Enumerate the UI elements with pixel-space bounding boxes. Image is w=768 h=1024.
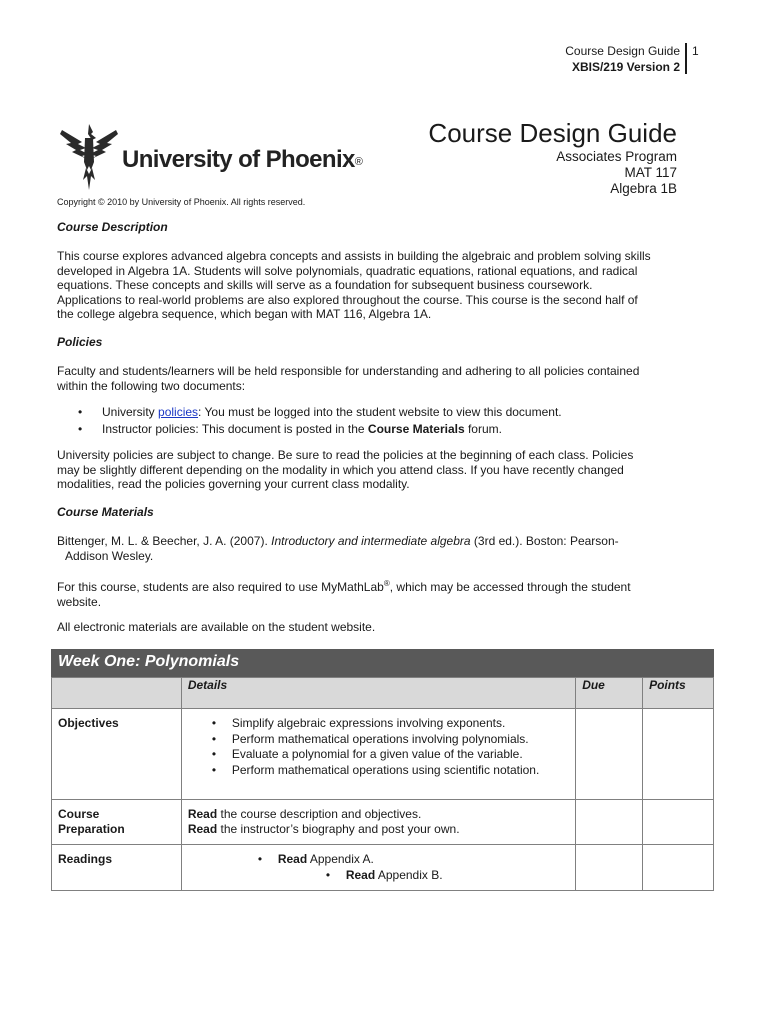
citation-line-2: Addison Wesley.	[65, 548, 154, 563]
citation-line	[57, 534, 677, 549]
bullet-suffix: forum.	[464, 422, 502, 436]
citation-authors: Bittenger, M. L. & Beecher, J. A. (2007).	[57, 534, 272, 548]
phoenix-logo-icon	[58, 122, 120, 192]
list-item: • Evaluate a polynomial for a given value of the variable.	[188, 747, 569, 763]
logo-wordmark	[122, 146, 362, 174]
bullet-icon: •	[78, 422, 83, 436]
policies-heading: Policies	[57, 335, 103, 349]
preparation-text: the instructor’s biography and post your own.	[217, 821, 460, 836]
preparation-text: the course description and objectives.	[217, 807, 422, 821]
table-row-objectives	[52, 709, 714, 800]
text-line: Faculty and students/learners will be held responsible for understanding and adhering to all policies contained	[57, 364, 640, 378]
header-cell-due: Due	[576, 678, 643, 709]
text-line: website.	[57, 594, 102, 609]
policy-bullet-instructor	[102, 422, 502, 436]
page-number: 1	[692, 44, 699, 58]
running-header-title: Course Design Guide	[565, 44, 680, 58]
bullet-icon: •	[325, 867, 331, 882]
label-line: Course	[58, 807, 100, 821]
mymathlab-suffix: , which may be accessed through the student	[389, 580, 631, 594]
course-description-text	[57, 249, 677, 322]
document-title: Course Design Guide	[428, 118, 677, 148]
reading-text: Appendix B.	[375, 867, 443, 882]
label-line: Preparation	[58, 821, 125, 836]
table-row-readings	[52, 845, 714, 891]
objectives-list	[188, 716, 569, 778]
course-preparation-label	[52, 800, 182, 845]
course-code: MAT 117	[624, 165, 677, 180]
bullet-prefix: Instructor policies: This document is posted in the	[102, 422, 368, 436]
objectives-details	[181, 709, 575, 800]
text-line: equations. These concepts and skills will serve as a foundation for subsequent business coursework.	[57, 278, 593, 292]
text-line: the college algebra sequence, which began with MAT 116, Algebra 1A.	[57, 307, 432, 321]
list-item: • Perform mathematical operations involving polynomials.	[188, 732, 569, 748]
copyright-notice: Copyright © 2010 by University of Phoenix. All rights reserved.	[57, 197, 306, 207]
read-label: Read	[187, 821, 218, 836]
logo-wordmark-text: University of Phoenix	[122, 146, 355, 173]
table-row-course-preparation	[52, 800, 714, 845]
header-cell-details: Details	[181, 678, 575, 709]
read-label: Read	[345, 867, 376, 882]
course-description-heading: Course Description	[57, 220, 168, 234]
course-name: Algebra 1B	[610, 181, 677, 196]
text-line: This course explores advanced algebra concepts and assists in building the algebraic and problem solving skills	[57, 249, 651, 263]
course-materials-forum-name: Course Materials	[367, 422, 465, 436]
list-item: • Perform mathematical operations using scientific notation.	[188, 763, 569, 779]
textbook-citation	[57, 534, 677, 563]
text-line: modalities, read the policies governing your current class modality.	[57, 477, 410, 491]
read-label: Read	[277, 852, 308, 866]
policies-note	[57, 448, 677, 492]
logo-registered-mark: ®	[354, 156, 363, 168]
mymathlab-prefix: For this course, students are also required to use MyMathLab	[57, 580, 384, 594]
citation-title: Introductory and intermediate algebra	[271, 534, 471, 548]
header-cell-points: Points	[643, 678, 714, 709]
bullet-icon: •	[78, 405, 83, 419]
reading-text: Appendix A.	[307, 852, 374, 866]
registered-mark: ®	[383, 579, 390, 588]
citation-publisher: (3rd ed.). Boston: Pearson-	[470, 534, 619, 548]
objectives-label: Objectives	[52, 709, 182, 800]
readings-points	[643, 845, 714, 891]
reading-item	[188, 868, 569, 884]
policies-intro	[57, 364, 677, 393]
readings-due	[576, 845, 643, 891]
objectives-points	[643, 709, 714, 800]
objectives-due	[576, 709, 643, 800]
header-cell-empty	[52, 678, 182, 709]
text-line: developed in Algebra 1A. Students will solve polynomials, quadratic equations, rational equations, and radical	[57, 263, 638, 278]
program-name: Associates Program	[556, 149, 677, 164]
policies-link[interactable]: policies	[158, 405, 199, 419]
preparation-line	[188, 822, 569, 837]
course-preparation-due	[576, 800, 643, 845]
bullet-prefix: University	[102, 405, 159, 419]
text-line: University policies are subject to change. Be sure to read the policies at the beginning of each class. Policies	[57, 448, 634, 462]
text-line: may be slightly different depending on the modality in which you attend class. If you have recently changed	[57, 462, 624, 477]
preparation-line	[188, 807, 569, 822]
policy-bullet-university	[102, 405, 562, 419]
text-line: within the following two documents:	[57, 378, 246, 393]
list-item: • Simplify algebraic expressions involving exponents.	[188, 716, 569, 732]
read-label: Read	[187, 807, 218, 821]
course-preparation-details	[181, 800, 575, 845]
table-header-row	[52, 678, 714, 709]
text-line	[57, 577, 677, 595]
bullet-icon: •	[257, 852, 263, 866]
course-preparation-points	[643, 800, 714, 845]
running-header-version: XBIS/219 Version 2	[571, 60, 680, 74]
reading-item	[188, 852, 569, 868]
week-one-table	[51, 677, 714, 891]
course-materials-heading: Course Materials	[57, 505, 154, 519]
electronic-materials-note: All electronic materials are available on the student website.	[57, 620, 376, 634]
week-one-title: Week One: Polynomials	[58, 653, 240, 670]
mymathlab-note	[57, 577, 677, 609]
readings-label: Readings	[52, 845, 182, 891]
text-line: Applications to real-world problems are also explored throughout the course. This course is the second half of	[57, 292, 638, 307]
week-one-header-bar	[51, 649, 714, 677]
header-divider	[685, 43, 687, 74]
bullet-suffix: : You must be logged into the student website to view this document.	[198, 405, 562, 419]
readings-details	[181, 845, 575, 891]
